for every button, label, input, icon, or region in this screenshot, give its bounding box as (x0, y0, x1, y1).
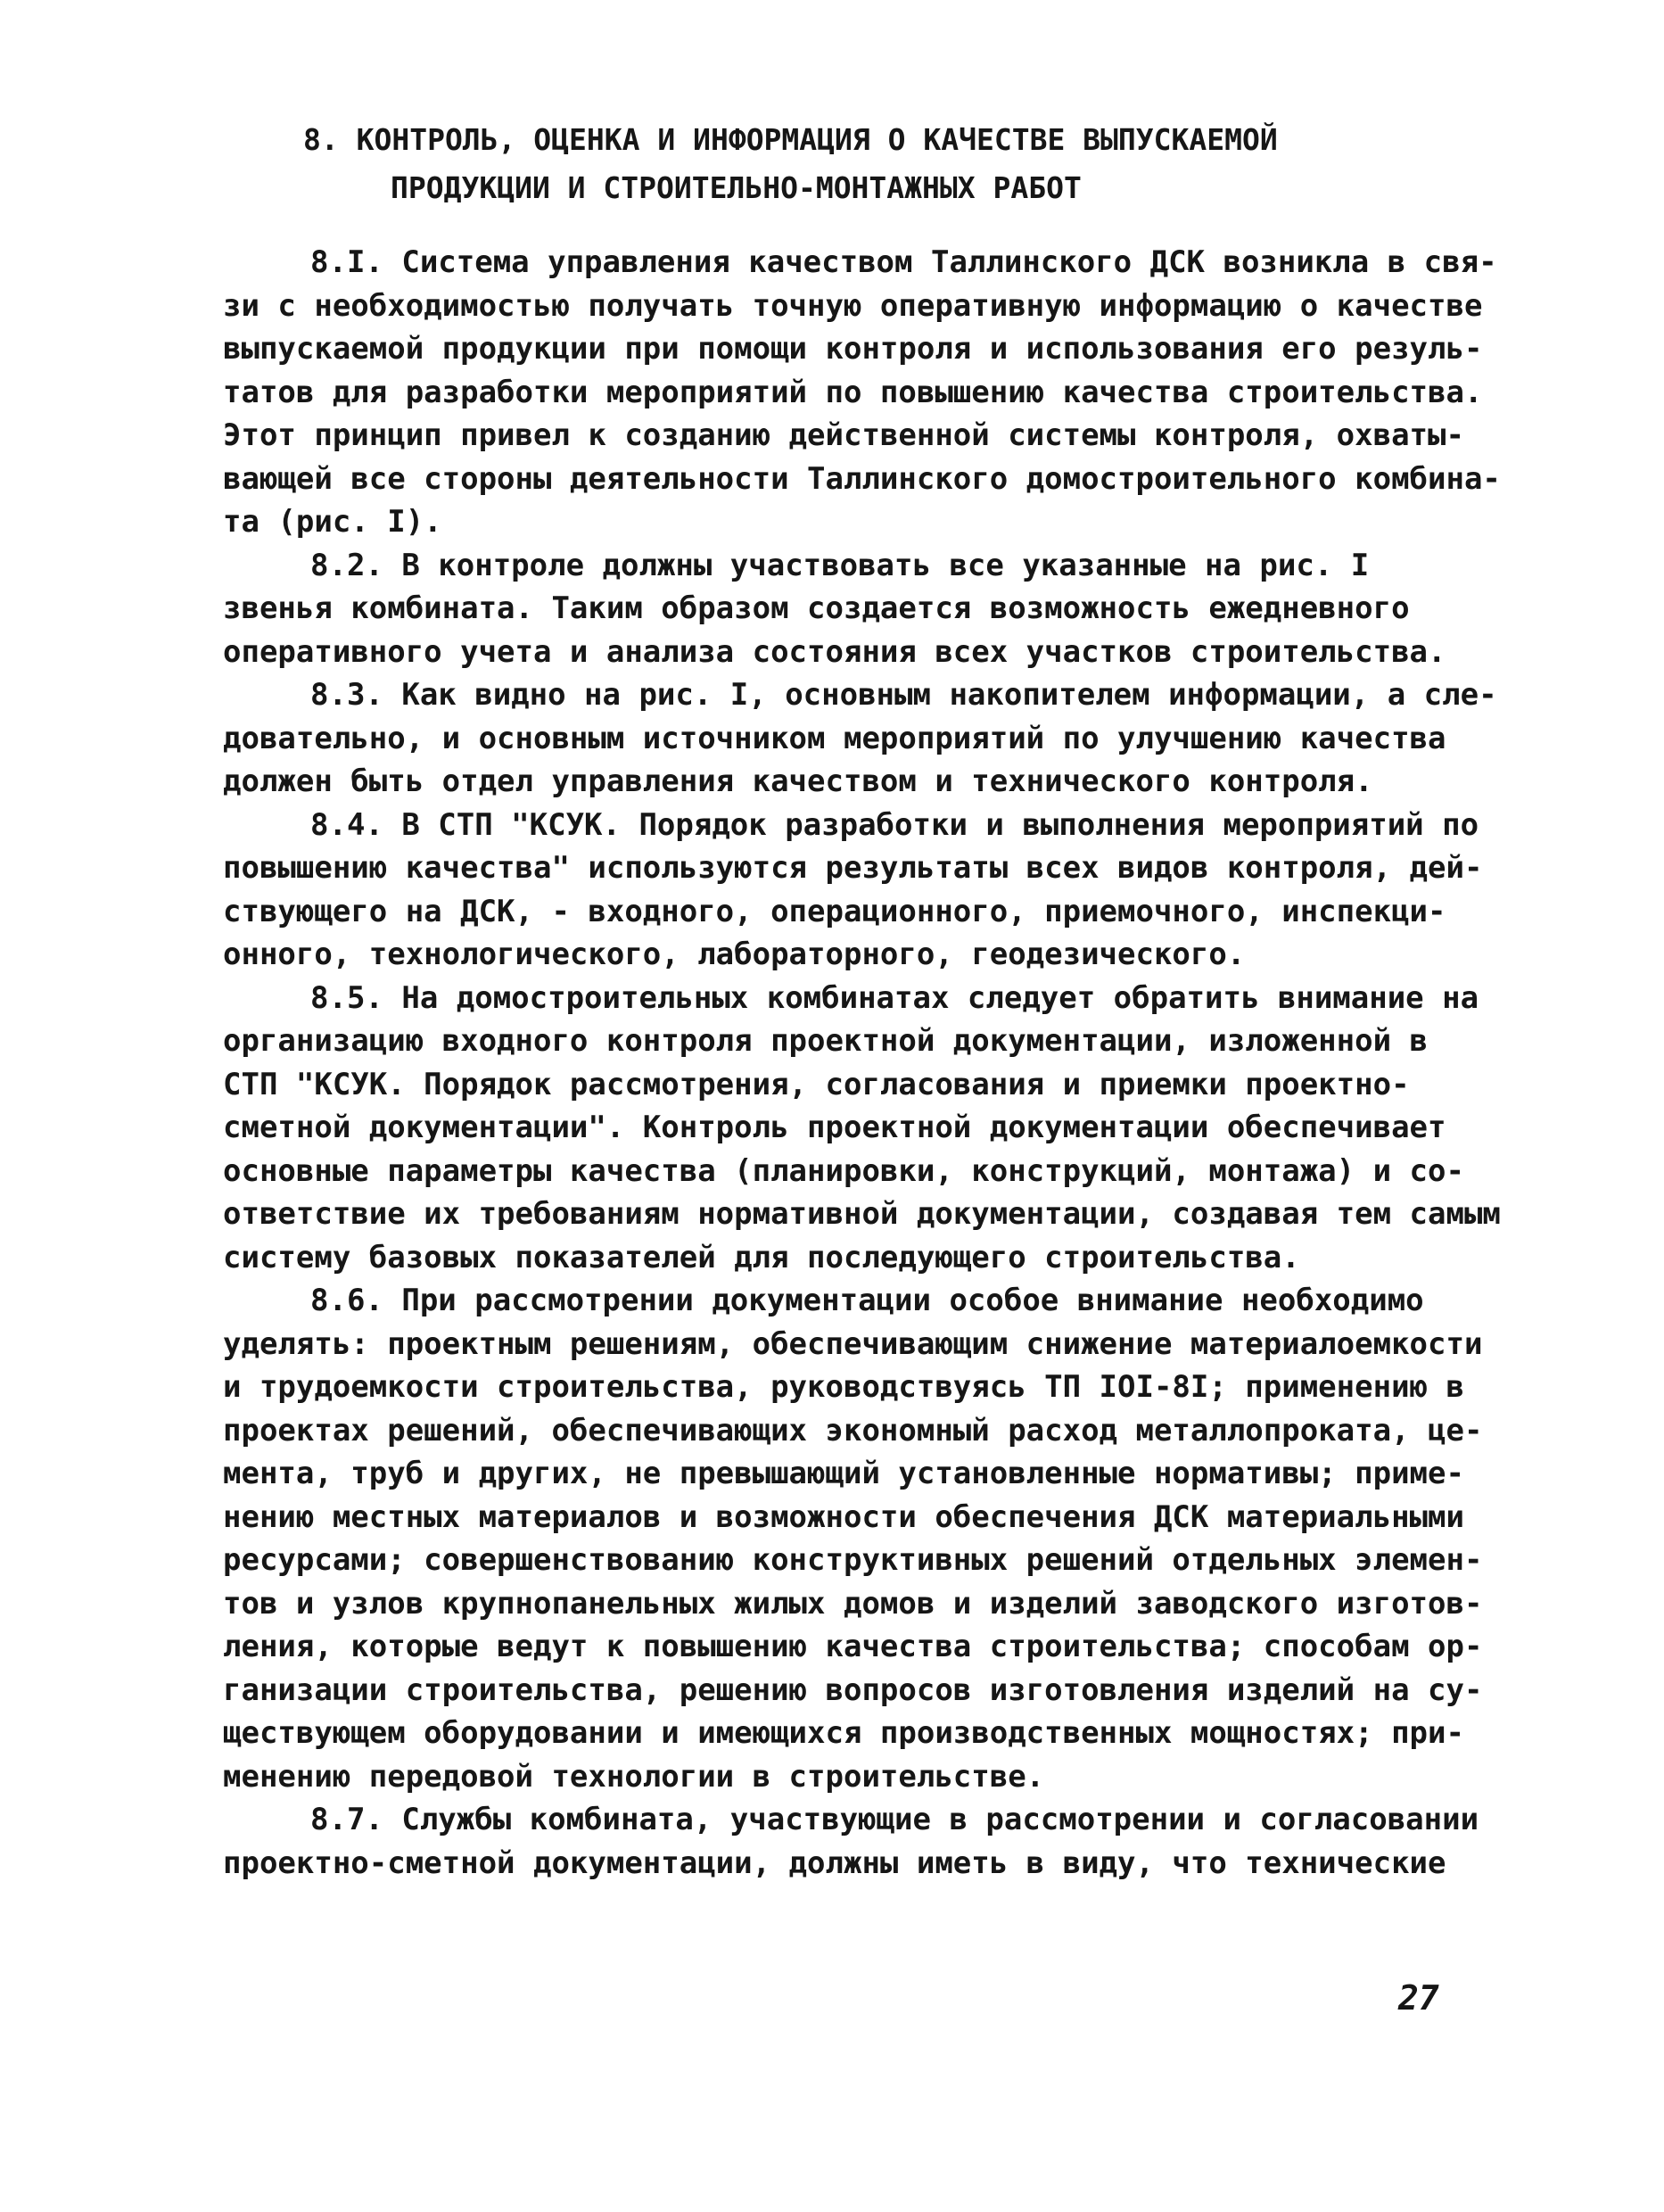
paragraph-8-6-line: менению передовой технологии в строительстве. (223, 1758, 1045, 1795)
paragraph-8-6-line: и трудоемкости строительства, руководствуясь ТП IOI-8I; применению в (223, 1369, 1464, 1405)
paragraph-8-3-line: довательно, и основным источником мероприятий по улучшению качества (223, 720, 1446, 756)
paragraph-8-5-line: организацию входного контроля проектной документации, изложенной в (223, 1023, 1429, 1059)
paragraph-8-3-line: 8.3. Как видно на рис. I, основным накопителем информации, а сле- (310, 677, 1497, 713)
paragraph-8-6-line: нению местных материалов и возможности обеспечения ДСК материальными (223, 1498, 1464, 1535)
paragraph-8-5-line: сметной документации". Контроль проектной документации обеспечивает (223, 1110, 1446, 1145)
section-heading-line-1: 8. КОНТРОЛЬ, ОЦЕНКА И ИНФОРМАЦИЯ О КАЧЕСТВЕ ВЫПУСКАЕМОЙ (303, 122, 1278, 157)
paragraph-8-6-line: ления, которые ведут к повышению качества строительства; способам ор- (223, 1629, 1483, 1664)
paragraph-8-1-line: Этот принцип привел к созданию действенной системы контроля, охваты- (223, 417, 1464, 453)
body-text (223, 241, 1501, 1885)
paragraph-8-6-line: мента, труб и других, не превышающий установленные нормативы; приме- (223, 1456, 1464, 1491)
section-heading (303, 116, 1373, 212)
paragraph-8-4-line: 8.4. В СТП "КСУК. Порядок разработки и выполнения мероприятий по (310, 806, 1479, 843)
paragraph-8-1-line: та (рис. I). (223, 504, 442, 540)
paragraph-8-2-line: 8.2. В контроле должны участвовать все указанные на рис. I (310, 547, 1370, 583)
paragraph-8-7-line: 8.7. Службы комбината, участвующие в рассмотрении и согласовании (310, 1802, 1479, 1837)
paragraph-8-2-line: звенья комбината. Таким образом создается возможность ежедневного (223, 590, 1410, 626)
paragraph-8-1-line: выпускаемой продукции при помощи контроля и использования его резуль- (223, 331, 1483, 367)
paragraph-8-6-line: 8.6. При рассмотрении документации особое внимание необходимо (310, 1283, 1424, 1318)
paragraph-8-5-line: систему базовых показателей для последующего строительства. (223, 1239, 1300, 1275)
paragraph-8-1-line: зи с необходимостью получать точную оперативную информацию о качестве (223, 287, 1483, 324)
paragraph-8-1-line: татов для разработки мероприятий по повышению качества строительства. (223, 374, 1483, 410)
paragraph-8-6-line: тов и узлов крупнопанельных жилых домов и изделий заводского изготов- (223, 1585, 1483, 1622)
paragraph-8-6-line: ществующем оборудовании и имеющихся производственных мощностях; при- (223, 1715, 1464, 1751)
paragraph-8-6-line: проектах решений, обеспечивающих экономный расход металлопроката, це- (223, 1412, 1483, 1449)
paragraph-8-6-line: ганизации строительства, решению вопросов изготовления изделий на су- (223, 1671, 1483, 1708)
paragraph-8-4-line: повышению качества" используются результаты всех видов контроля, дей- (223, 850, 1483, 886)
page-number: 27 (1398, 1978, 1439, 2018)
paragraph-8-4-line: онного, технологического, лабораторного, геодезического. (223, 937, 1246, 972)
paragraph-8-5-line: основные параметры качества (планировки, конструкций, монтажа) и со- (223, 1152, 1464, 1189)
paragraph-8-5-line: СТП "КСУК. Порядок рассмотрения, согласования и приемки проектно- (223, 1066, 1410, 1102)
paragraph-8-5-line: ответствие их требованиям нормативной документации, создавая тем самым (223, 1196, 1501, 1232)
paragraph-8-4-line: ствующего на ДСК, - входного, операционного, приемочного, инспекци- (223, 893, 1446, 929)
paragraph-8-1-line: 8.I. Система управления качеством Таллинского ДСК возникла в свя- (310, 244, 1497, 280)
paragraph-8-7-line: проектно-сметной документации, должны иметь в виду, что технические (223, 1845, 1446, 1881)
paragraph-8-6-line: уделять: проектным решениям, обеспечивающим снижение материалоемкости (223, 1325, 1483, 1362)
paragraph-8-6-line: ресурсами; совершенствованию конструктивных решений отдельных элемен- (223, 1542, 1483, 1578)
paragraph-8-2-line: оперативного учета и анализа состояния всех участков строительства. (223, 633, 1446, 670)
paragraph-8-5-line: 8.5. На домостроительных комбинатах следует обратить внимание на (310, 979, 1479, 1016)
paragraph-8-3-line: должен быть отдел управления качеством и технического контроля. (223, 763, 1373, 799)
section-heading-line-2: ПРОДУКЦИИ И СТРОИТЕЛЬНО-МОНТАЖНЫХ РАБОТ (391, 170, 1082, 205)
paragraph-8-1-line: вающей все стороны деятельности Таллинского домостроительного комбина- (223, 460, 1501, 497)
